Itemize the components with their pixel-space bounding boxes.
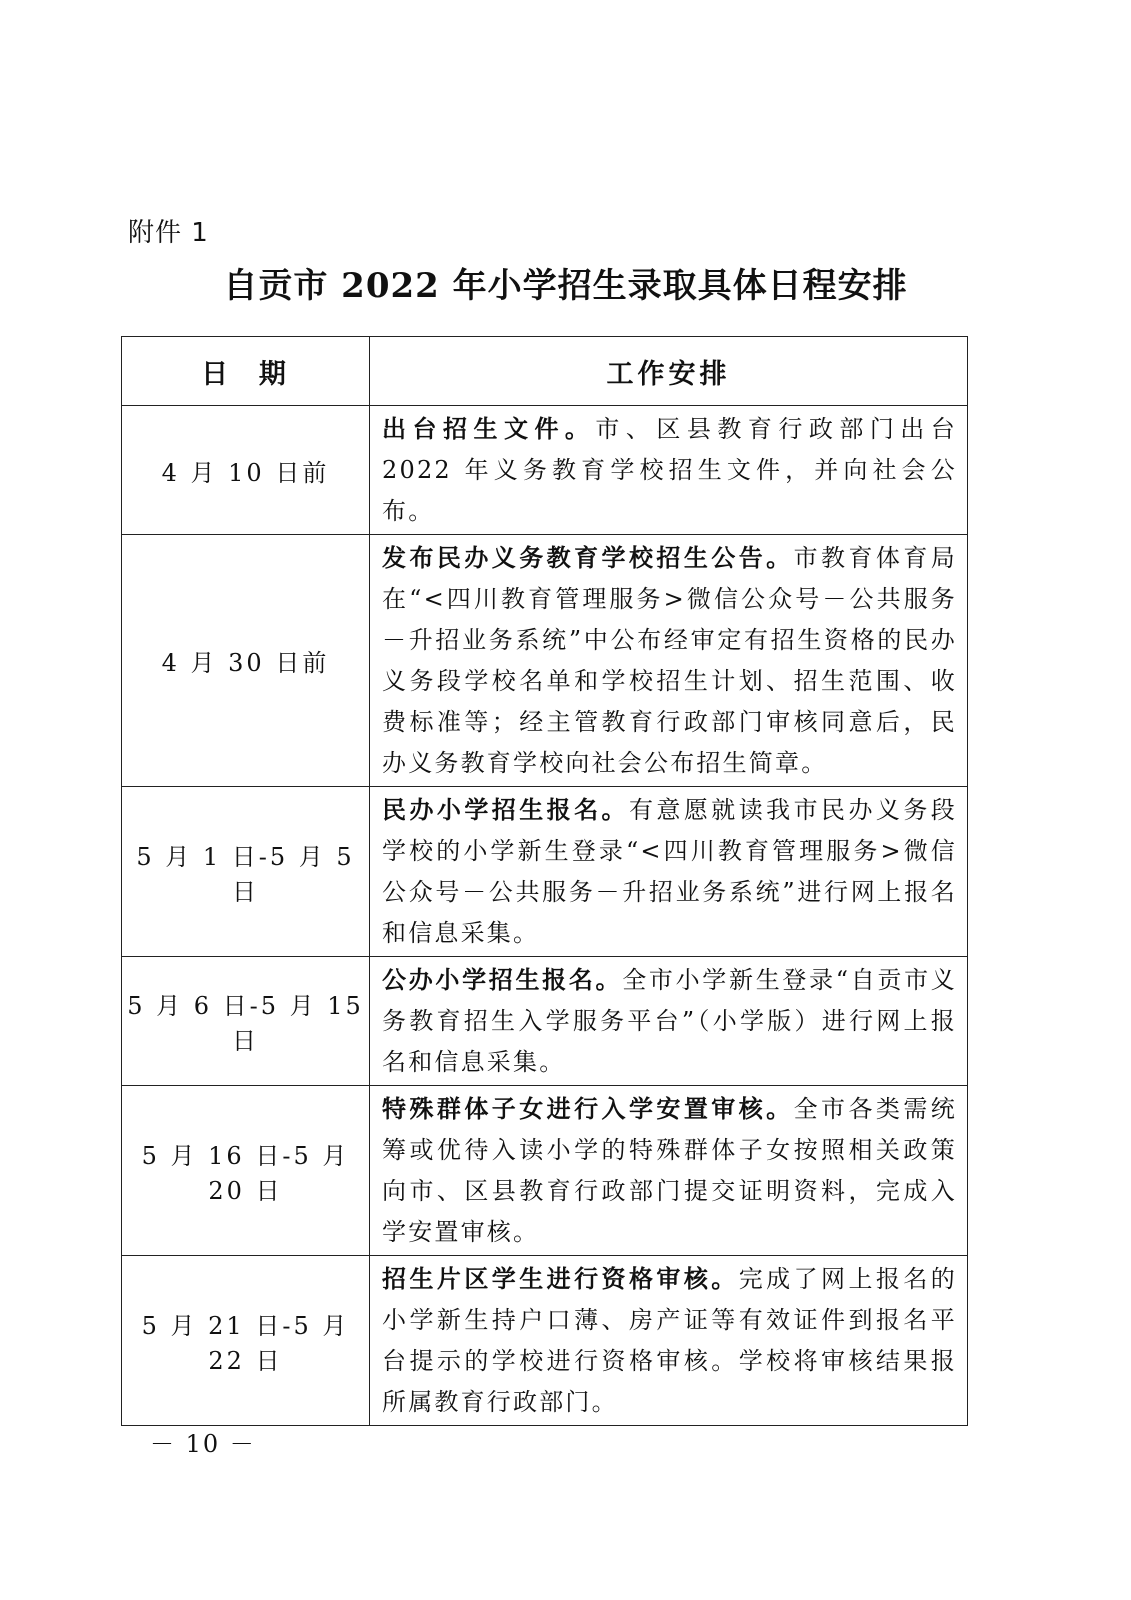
table-header-row xyxy=(122,337,968,406)
table-row xyxy=(122,957,968,1086)
row-work xyxy=(370,957,968,1086)
row-detail: 全市小学新生登录“自贡市义务教育招生入学服务平台”（小学版）进行网上报名和信息采集。 xyxy=(382,966,957,1076)
table-row xyxy=(122,1256,968,1426)
row-date: 5 月 16 日-5 月 20 日 xyxy=(122,1086,370,1256)
row-headline: 民办小学招生报名。 xyxy=(382,795,629,824)
row-detail: 市教育体育局在“<四川教育管理服务>微信公众号－公共服务－升招业务系统”中公布经审定有招生资格的民办义务段学校名单和学校招生计划、招生范围、收费标准等；经主管教育行政部门审核同意后，民办义务教育学校向社会公布招生简章。 xyxy=(382,544,958,777)
table-row xyxy=(122,535,968,787)
table-row xyxy=(122,787,968,957)
header-work: 工作安排 xyxy=(370,337,968,406)
row-date: 4 月 30 日前 xyxy=(122,535,370,787)
row-detail: 全市各类需统筹或优待入读小学的特殊群体子女按照相关政策向市、区县教育行政部门提交证明资料，完成入学安置审核。 xyxy=(382,1095,958,1246)
page-number: － 10 － xyxy=(150,1430,256,1458)
row-detail: 市、区县教育行政部门出台 2022 年义务教育学校招生文件，并向社会公布。 xyxy=(382,415,957,525)
row-headline: 出台招生文件。 xyxy=(382,414,596,443)
row-work xyxy=(370,535,968,787)
table-row xyxy=(122,1086,968,1256)
attachment-label: 附件 1 xyxy=(128,218,209,248)
schedule-table xyxy=(121,336,968,1426)
row-date: 5 月 1 日-5 月 5 日 xyxy=(122,787,370,957)
row-date: 5 月 6 日-5 月 15 日 xyxy=(122,957,370,1086)
row-headline: 发布民办义务教育学校招生公告。 xyxy=(382,543,794,572)
row-work xyxy=(370,787,968,957)
row-headline: 招生片区学生进行资格审核。 xyxy=(382,1264,739,1293)
row-headline: 公办小学招生报名。 xyxy=(382,965,623,994)
table-row xyxy=(122,406,968,535)
document-title: 自贡市 2022 年小学招生录取具体日程安排 xyxy=(223,266,908,306)
row-date: 5 月 21 日-5 月 22 日 xyxy=(122,1256,370,1426)
row-work xyxy=(370,1256,968,1426)
row-detail: 完成了网上报名的小学新生持户口薄、房产证等有效证件到报名平台提示的学校进行资格审核。学校将审核结果报所属教育行政部门。 xyxy=(382,1265,957,1416)
row-work xyxy=(370,1086,968,1256)
row-detail: 有意愿就读我市民办义务段学校的小学新生登录“<四川教育管理服务>微信公众号－公共服务－升招业务系统”进行网上报名和信息采集。 xyxy=(382,796,957,947)
row-date: 4 月 10 日前 xyxy=(122,406,370,535)
header-date: 日 期 xyxy=(122,337,370,406)
row-work xyxy=(370,406,968,535)
row-headline: 特殊群体子女进行入学安置审核。 xyxy=(382,1094,794,1123)
